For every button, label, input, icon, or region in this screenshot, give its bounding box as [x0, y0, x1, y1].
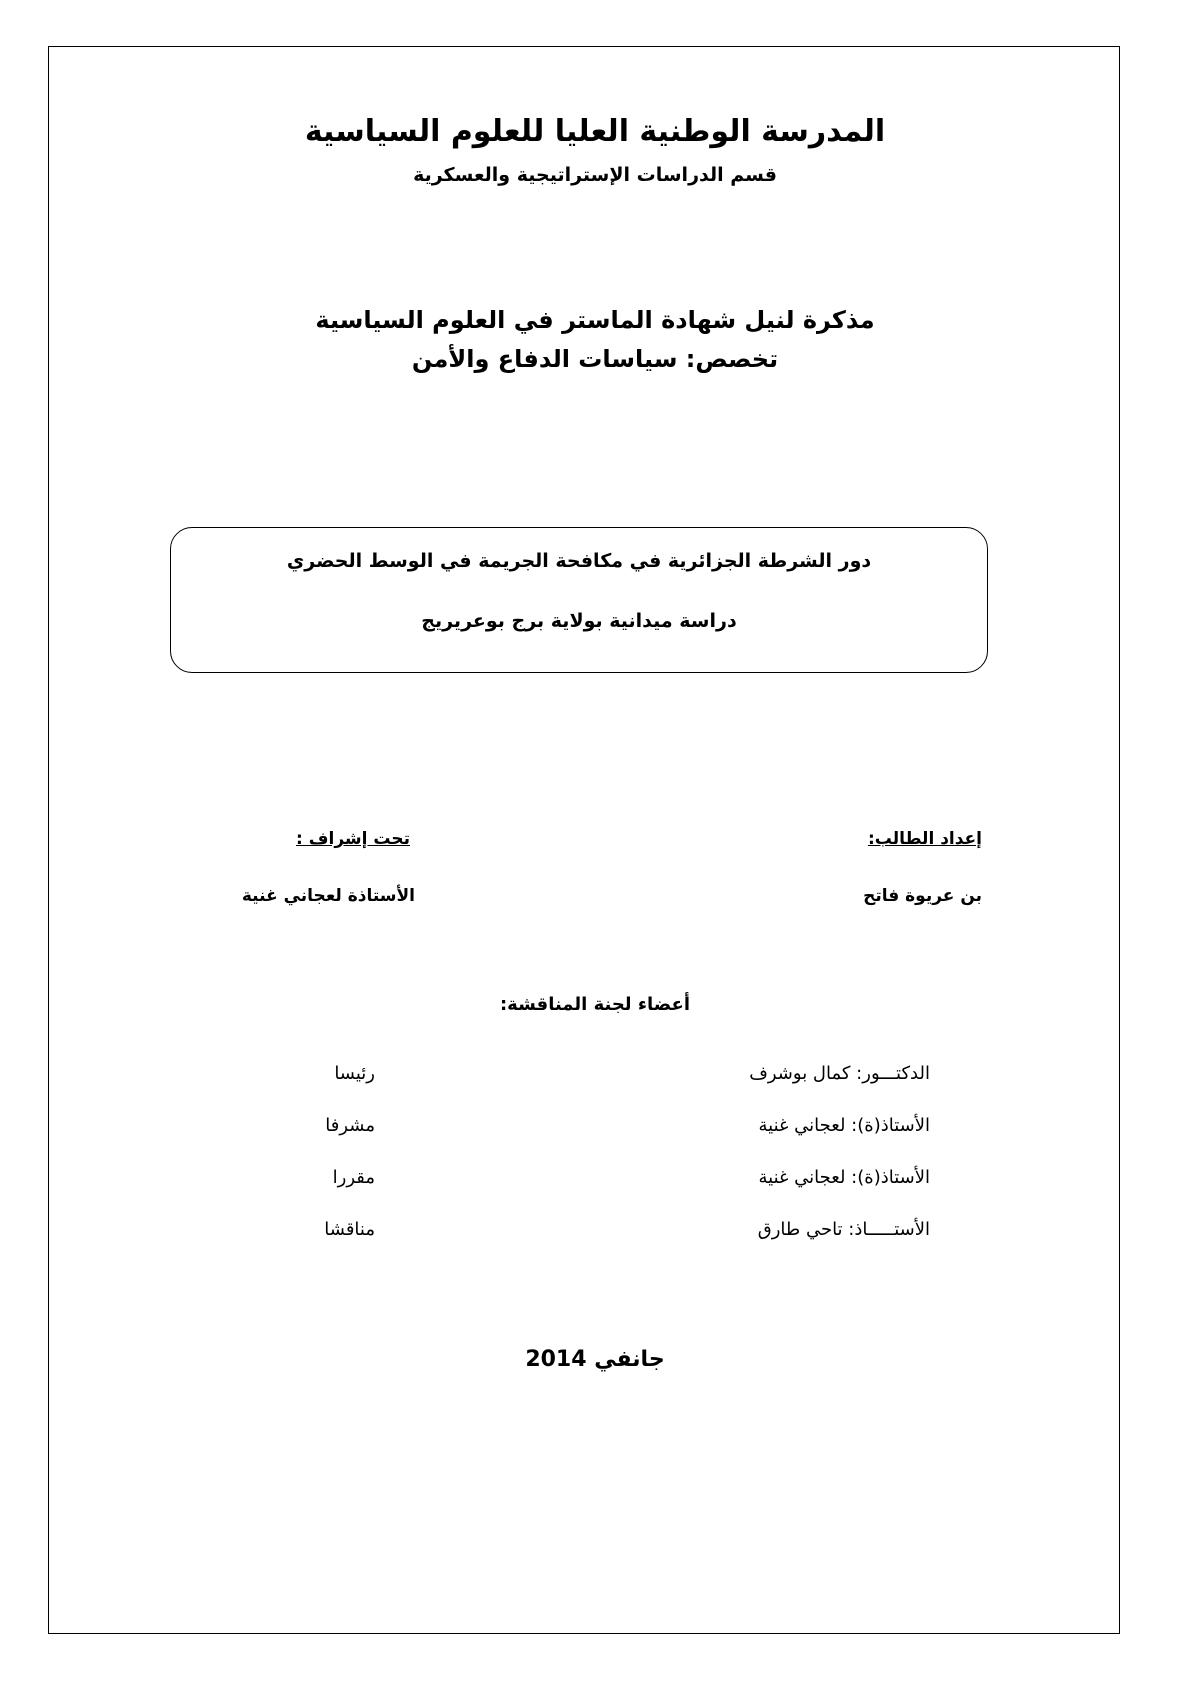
committee-member-name: الأستاذ(ة): لعجاني غنية	[758, 1167, 930, 1188]
committee-member-role: مشرفا	[325, 1115, 375, 1136]
committee-member-row	[0, 1115, 1190, 1151]
school-name: المدرسة الوطنية العليا للعلوم السياسية	[304, 114, 886, 149]
specialty-line: تخصص: سياسات الدفاع والأمن	[411, 345, 779, 373]
committee-member-role: مقررا	[332, 1167, 375, 1188]
committee-member-role: مناقشا	[324, 1219, 375, 1240]
committee-member-row	[0, 1167, 1190, 1203]
thesis-title-box	[170, 527, 988, 673]
submission-date: جانفي 2014	[525, 1347, 665, 1372]
thesis-subtitle: دراسة ميدانية بولاية برج بوعريريج	[421, 610, 737, 632]
supervisor-name: الأستاذة لعجاني غنية	[241, 886, 415, 906]
student-name: بن عريوة فاتح	[863, 886, 982, 906]
committee-member-row	[0, 1063, 1190, 1099]
committee-heading: أعضاء لجنة المناقشة:	[499, 994, 690, 1015]
committee-member-name: الأستـــــاذ: تاحي طارق	[757, 1219, 930, 1240]
committee-list	[0, 1063, 1190, 1293]
committee-member-name: الدكتـــور: كمال بوشرف	[749, 1063, 930, 1084]
committee-member-row	[0, 1219, 1190, 1255]
committee-member-name: الأستاذ(ة): لعجاني غنية	[758, 1115, 930, 1136]
thesis-title: دور الشرطة الجزائرية في مكافحة الجريمة في الوسط الحضري	[286, 550, 872, 572]
degree-statement: مذكرة لنيل شهادة الماستر في العلوم السياسية	[315, 306, 875, 334]
department-name: قسم الدراسات الإستراتيجية والعسكرية	[413, 164, 777, 186]
supervisor-label: تحت إشراف :	[296, 829, 410, 849]
committee-member-role: رئيسا	[334, 1063, 375, 1084]
student-label: إعداد الطالب:	[867, 829, 982, 849]
